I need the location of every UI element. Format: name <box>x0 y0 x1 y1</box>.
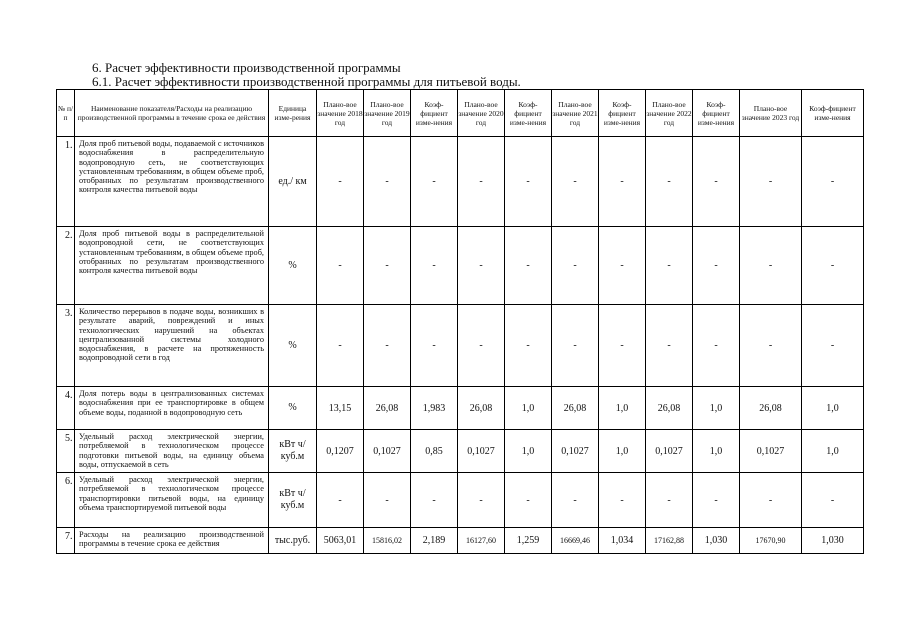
value-cell: 26,08 <box>646 387 693 430</box>
value-cell: - <box>599 227 646 305</box>
value-cell: - <box>693 305 740 387</box>
value-cell: 15816,02 <box>364 528 411 554</box>
row-number: 7. <box>57 528 75 554</box>
indicator-name: Доля проб питьевой воды в распределительной водопроводной сети, не соответствующих установленным требованиям, в общем объеме проб, отобранных по результатам производственного контроля качества питьевой воды <box>75 227 269 305</box>
value-cell: - <box>599 305 646 387</box>
value-cell: 26,08 <box>552 387 599 430</box>
value-cell: - <box>693 473 740 528</box>
value-cell: - <box>411 227 458 305</box>
unit-cell: кВт ч/куб.м <box>269 473 317 528</box>
value-cell: 1,0 <box>693 387 740 430</box>
row-number: 1. <box>57 137 75 227</box>
value-cell: - <box>646 473 693 528</box>
unit-cell: % <box>269 227 317 305</box>
table-row <box>57 473 864 528</box>
header-cell: Единица изме-рения <box>269 90 317 137</box>
header-cell: Коэф-фициент изме-нения <box>411 90 458 137</box>
header-cell: Наименование показателя/Расходы на реализацию производственной программы в течение срока ее действия <box>75 90 269 137</box>
value-cell: 1,0 <box>505 387 552 430</box>
unit-cell: % <box>269 305 317 387</box>
value-cell: - <box>317 227 364 305</box>
value-cell: - <box>411 137 458 227</box>
value-cell: - <box>693 227 740 305</box>
value-cell: - <box>364 137 411 227</box>
value-cell: 16669,46 <box>552 528 599 554</box>
row-number: 6. <box>57 473 75 528</box>
value-cell: - <box>505 227 552 305</box>
header-cell: Плано-вое значение 2023 год <box>740 90 802 137</box>
table-row <box>57 430 864 473</box>
value-cell: 0,1027 <box>364 430 411 473</box>
value-cell: - <box>646 227 693 305</box>
value-cell: - <box>411 473 458 528</box>
value-cell: 1,0 <box>599 430 646 473</box>
value-cell: - <box>317 137 364 227</box>
value-cell: - <box>364 227 411 305</box>
value-cell: 0,1027 <box>740 430 802 473</box>
value-cell: - <box>599 473 646 528</box>
header-cell: Коэф-фициент изме-нения <box>505 90 552 137</box>
value-cell: 13,15 <box>317 387 364 430</box>
value-cell: - <box>802 227 864 305</box>
value-cell: 5063,01 <box>317 528 364 554</box>
table-row <box>57 137 864 227</box>
value-cell: - <box>458 473 505 528</box>
value-cell: 1,259 <box>505 528 552 554</box>
value-cell: - <box>458 137 505 227</box>
table-row <box>57 528 864 554</box>
indicator-name: Расходы на реализацию производственной программы в течение срока ее действия <box>75 528 269 554</box>
value-cell: 16127,60 <box>458 528 505 554</box>
value-cell: - <box>740 227 802 305</box>
value-cell: - <box>802 137 864 227</box>
value-cell: 1,0 <box>802 387 864 430</box>
value-cell: - <box>364 305 411 387</box>
unit-cell: тыс.руб. <box>269 528 317 554</box>
indicator-name: Доля проб питьевой воды, подаваемой с источников водоснабжения в распределительную водопроводную сеть, не соответствующих установленным требованиям, в общем объеме проб, отобранных по результатам производственного контроля качества питьевой воды <box>75 137 269 227</box>
value-cell: 1,034 <box>599 528 646 554</box>
value-cell: 0,1027 <box>552 430 599 473</box>
value-cell: 0,1027 <box>458 430 505 473</box>
value-cell: - <box>458 305 505 387</box>
row-number: 5. <box>57 430 75 473</box>
section-heading: 6. Расчет эффективности производственной программы <box>92 60 401 75</box>
value-cell: - <box>740 473 802 528</box>
value-cell: - <box>646 137 693 227</box>
header-cell: Плано-вое значение 2022 год <box>646 90 693 137</box>
header-cell: Плано-вое значение 2018 год <box>317 90 364 137</box>
value-cell: - <box>693 137 740 227</box>
value-cell: 1,030 <box>693 528 740 554</box>
unit-cell: кВт ч/куб.м <box>269 430 317 473</box>
value-cell: 0,85 <box>411 430 458 473</box>
header-cell: Коэф-фициент изме-нения <box>693 90 740 137</box>
header-cell: № п/п <box>57 90 75 137</box>
header-cell: Плано-вое значение 2020 год <box>458 90 505 137</box>
value-cell: 17162,88 <box>646 528 693 554</box>
value-cell: 1,030 <box>802 528 864 554</box>
value-cell: - <box>505 305 552 387</box>
value-cell: 0,1027 <box>646 430 693 473</box>
value-cell: - <box>552 227 599 305</box>
value-cell: - <box>364 473 411 528</box>
subsection-heading: 6.1. Расчет эффективности производственной программы для питьевой воды. <box>92 74 521 89</box>
indicator-name: Удельный расход электрической энергии, потребляемой в технологическом процессе подготовки питьевой воды, на единицу объема воды, отпускаемой в сеть <box>75 430 269 473</box>
value-cell: 26,08 <box>364 387 411 430</box>
value-cell: - <box>552 473 599 528</box>
value-cell: - <box>740 137 802 227</box>
header-cell: Коэф-фициент изме-нения <box>599 90 646 137</box>
row-number: 2. <box>57 227 75 305</box>
value-cell: - <box>552 137 599 227</box>
value-cell: - <box>458 227 505 305</box>
value-cell: 1,0 <box>505 430 552 473</box>
value-cell: 2,189 <box>411 528 458 554</box>
value-cell: - <box>802 305 864 387</box>
value-cell: - <box>505 137 552 227</box>
value-cell: 17670,90 <box>740 528 802 554</box>
unit-cell: ед./ км <box>269 137 317 227</box>
row-number: 3. <box>57 305 75 387</box>
value-cell: 26,08 <box>458 387 505 430</box>
value-cell: - <box>317 305 364 387</box>
header-cell: Плано-вое значение 2019 год <box>364 90 411 137</box>
value-cell: - <box>740 305 802 387</box>
efficiency-table <box>56 89 864 554</box>
value-cell: - <box>505 473 552 528</box>
value-cell: - <box>552 305 599 387</box>
value-cell: - <box>317 473 364 528</box>
value-cell: - <box>802 473 864 528</box>
unit-cell: % <box>269 387 317 430</box>
header-row <box>57 90 864 137</box>
value-cell: 26,08 <box>740 387 802 430</box>
value-cell: - <box>599 137 646 227</box>
table-row <box>57 227 864 305</box>
value-cell: 0,1207 <box>317 430 364 473</box>
indicator-name: Доля потерь воды в централизованных системах водоснабжения при ее транспортировке в общем объеме воды, поданной в водопроводную сеть <box>75 387 269 430</box>
indicator-name: Количество перерывов в подаче воды, возникших в результате аварий, повреждений и иных технологических нарушений на объектах централизованной системы холодного водоснабжения, в расчете на протяженность водопроводной сети в год <box>75 305 269 387</box>
row-number: 4. <box>57 387 75 430</box>
value-cell: 1,0 <box>802 430 864 473</box>
table-row <box>57 387 864 430</box>
header-cell: Коэф-фициент изме-нения <box>802 90 864 137</box>
indicator-name: Удельный расход электрической энергии, потребляемой в технологическом процессе транспортировки питьевой воды, на единицу объема транспортируемой питьевой воды <box>75 473 269 528</box>
table-row <box>57 305 864 387</box>
value-cell: - <box>411 305 458 387</box>
value-cell: 1,983 <box>411 387 458 430</box>
header-cell: Плано-вое значение 2021 год <box>552 90 599 137</box>
value-cell: 1,0 <box>693 430 740 473</box>
value-cell: 1,0 <box>599 387 646 430</box>
value-cell: - <box>646 305 693 387</box>
